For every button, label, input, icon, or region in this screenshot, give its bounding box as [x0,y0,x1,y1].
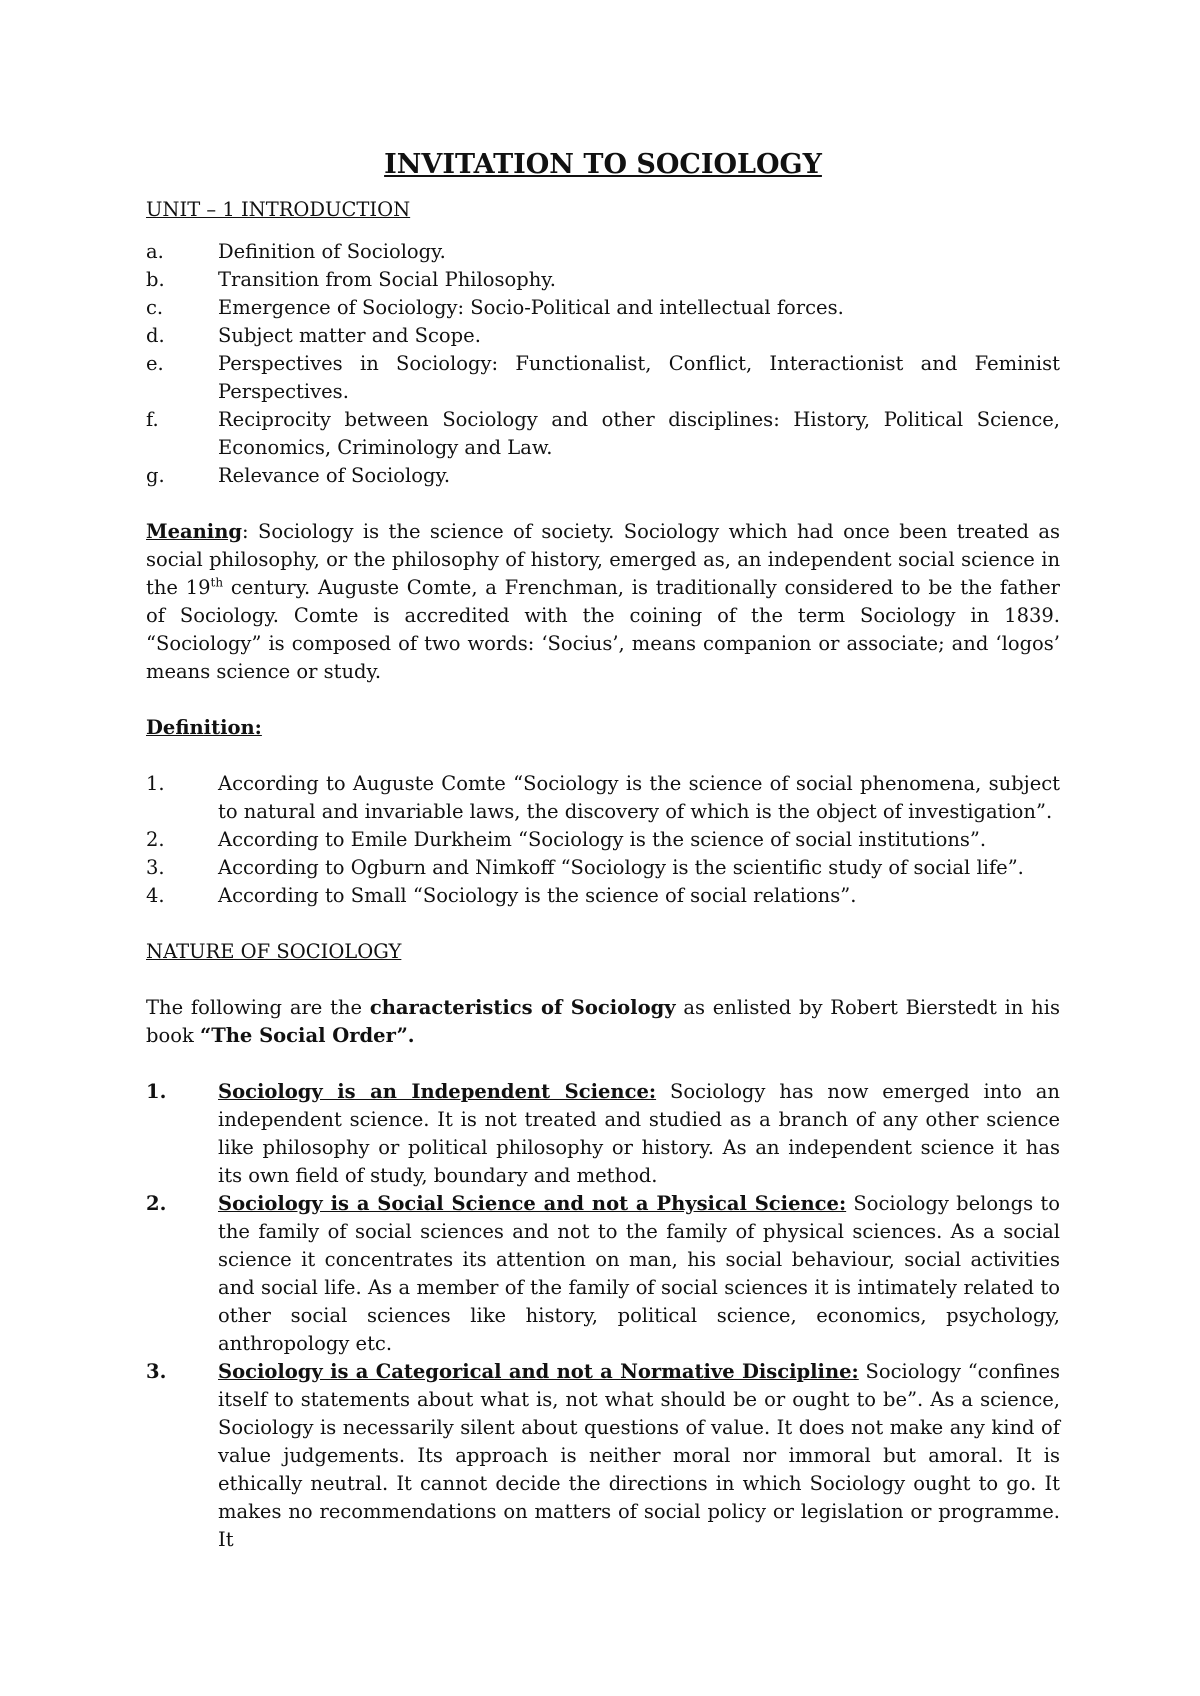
list-item-text: According to Small “Sociology is the science of social relations”. [218,884,857,907]
list-marker: 1. [146,772,165,795]
list-item [146,462,1060,490]
list-item [146,406,1060,462]
list-marker: 2. [146,828,165,851]
characteristics-list [146,1078,1060,1554]
list-marker: e. [146,352,164,375]
document-title: INVITATION TO SOCIOLOGY [384,149,822,180]
list-item [146,266,1060,294]
list-item-text: Relevance of Sociology. [218,464,451,487]
characteristic-title: Sociology is an Independent Science: [218,1080,657,1103]
meaning-text-b: century. Auguste Comte, a Frenchman, is traditionally considered to be the father of Sociology. Comte is accredited with the coining of the term Sociology in 1839. “Sociology” is composed of two words: ‘Socius’, means companion or associate; and ‘logos’ means science or study. [146,576,1060,683]
list-marker: 3. [146,1360,167,1383]
nature-intro-b: as enlisted by Robert Bierstedt in his book [146,996,1060,1047]
characteristic-text: Sociology belongs to the family of social sciences and not to the family of physical sciences. As a social science it concentrates its attention on man, his social behaviour, social activities and social life. As a member of the family of social sciences it is intimately related to other social sciences like history, political science, economics, psychology, anthropology etc. [218,1192,1060,1355]
list-item-text: According to Ogburn and Nimkoff “Sociology is the scientific study of social life”. [218,856,1024,879]
list-item-text: According to Emile Durkheim “Sociology is the science of social institutions”. [218,828,987,851]
list-item-text: Subject matter and Scope. [218,324,481,347]
nature-heading: NATURE OF SOCIOLOGY [146,940,402,963]
list-item-text: Definition of Sociology. [218,240,446,263]
list-marker: a. [146,240,164,263]
nature-intro-a: The following are the [146,996,370,1019]
list-marker: d. [146,324,165,347]
meaning-colon: : [242,520,249,543]
list-item-text [218,1190,1060,1358]
list-item [146,1078,1060,1190]
document-page [146,140,1060,1554]
definition-list [146,770,1060,910]
nature-intro [146,994,1060,1050]
definition-heading: Definition: [146,716,262,739]
unit-topic-list [146,238,1060,490]
list-item [146,854,1060,882]
list-item-text: According to Auguste Comte “Sociology is the science of social phenomena, subject to natural and invariable laws, the discovery of which is the object of investigation”. [218,772,1060,823]
list-marker: 2. [146,1192,167,1215]
list-marker: 1. [146,1080,167,1103]
nature-intro-book: “The Social Order”. [199,1024,415,1047]
nature-intro-bold: characteristics of Sociology [369,996,676,1019]
list-item [146,1358,1060,1554]
list-item [146,294,1060,322]
list-marker: c. [146,296,164,319]
list-item [146,350,1060,406]
list-item-text: Emergence of Sociology: Socio-Political and intellectual forces. [218,296,844,319]
unit-heading: UNIT – 1 INTRODUCTION [146,198,411,221]
list-item-text: Transition from Social Philosophy. [218,268,556,291]
list-marker: g. [146,464,165,487]
list-marker: f. [146,408,159,431]
meaning-paragraph [146,518,1060,686]
list-item [146,322,1060,350]
list-item [146,882,1060,910]
list-item-text [218,1078,1060,1190]
list-marker: b. [146,268,165,291]
list-item-text: Reciprocity between Sociology and other disciplines: History, Political Science, Economics, Criminology and Law. [218,408,1060,459]
list-item-text [218,1358,1060,1554]
characteristic-title: Sociology is a Categorical and not a Normative Discipline: [218,1360,859,1383]
list-item-text: Perspectives in Sociology: Functionalist, Conflict, Interactionist and Feminist Perspectives. [218,352,1060,403]
list-item [146,1190,1060,1358]
list-marker: 3. [146,856,165,879]
characteristic-title: Sociology is a Social Science and not a Physical Science: [218,1192,847,1215]
meaning-label: Meaning [146,520,243,543]
meaning-superscript: th [210,575,224,590]
list-item [146,238,1060,266]
characteristic-text: Sociology “confines itself to statements about what is, not what should be or ought to be”. As a science, Sociology is necessarily silent about questions of value. It does not make any kind of value judgements. Its approach is neither moral nor immoral but amoral. It is ethically neutral. It cannot decide the directions in which Sociology ought to go. It makes no recommendations on matters of social policy or legislation or programme. It [218,1360,1060,1551]
characteristic-text: Sociology has now emerged into an independent science. It is not treated and studied as a branch of any other science like philosophy or political philosophy or history. As an independent science it has its own field of study, boundary and method. [218,1080,1060,1187]
list-item [146,826,1060,854]
list-marker: 4. [146,884,165,907]
list-item [146,770,1060,826]
meaning-text-a: Sociology is the science of society. Sociology which had once been treated as social philosophy, or the philosophy of history, emerged as, an independent social science in the 19 [146,520,1060,599]
